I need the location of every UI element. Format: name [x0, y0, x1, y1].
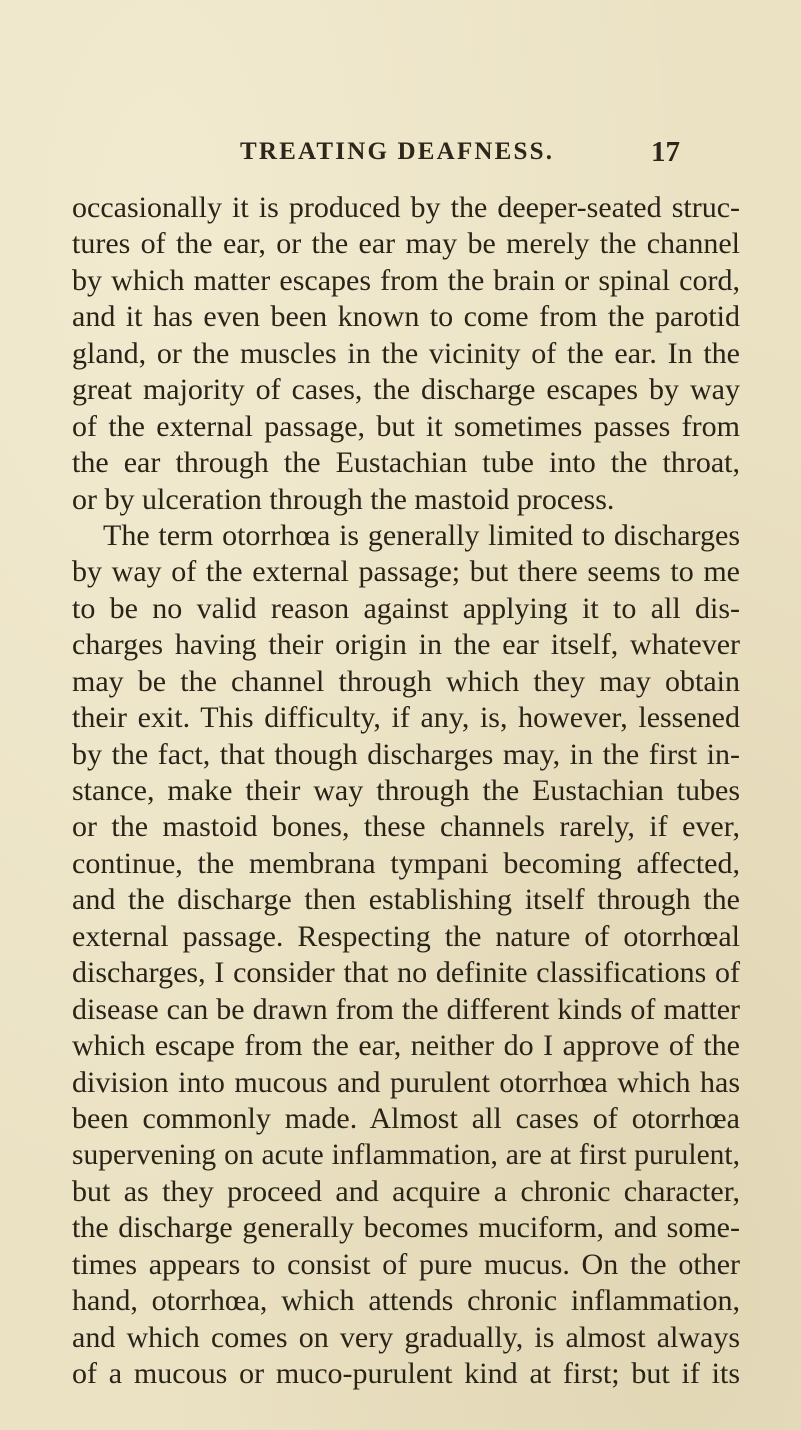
text-line: or the mastoid bones, these channels rarely, if ever,	[72, 810, 740, 844]
text-line: discharges, I consider that no definite classifications of	[72, 956, 740, 990]
text-line: which escape from the ear, neither do I approve of the	[72, 1029, 740, 1063]
text-line: to be no valid reason against applying it to all dis-	[72, 591, 740, 625]
text-line: by the fact, that though discharges may, in the first in-	[72, 737, 740, 771]
text-line: supervening on acute inflammation, are at first purulent,	[72, 1139, 740, 1172]
text-line: hand, otorrhœa, which attends chronic inflammation,	[72, 1284, 740, 1318]
text-line: continue, the membrana tympani becoming affected,	[72, 846, 740, 880]
running-head	[240, 138, 680, 178]
text-line: external passage. Respecting the nature of otorrhœal	[72, 919, 740, 953]
text-line: occasionally it is produced by the deeper-seated struc-	[72, 191, 740, 224]
text-line: their exit. This difficulty, if any, is, however, lessened	[72, 701, 740, 735]
text-line: and which comes on very gradually, is almost always	[72, 1320, 740, 1354]
text-line: stance, make their way through the Eustachian tubes	[72, 774, 740, 807]
text-line: by which matter escapes from the brain or spinal cord,	[72, 263, 740, 297]
text-line: tures of the ear, or the ear may be merely the channel	[72, 227, 740, 261]
text-line: disease can be drawn from the different kinds of matter	[72, 992, 740, 1026]
text-line: but as they proceed and acquire a chronic character,	[72, 1174, 740, 1208]
text-line: charges having their origin in the ear itself, whatever	[72, 628, 740, 662]
body-text	[72, 190, 740, 1392]
text-line: division into mucous and purulent otorrhœa which has	[72, 1065, 740, 1099]
text-line: gland, or the muscles in the vicinity of the ear. In the	[72, 336, 740, 370]
text-line: great majority of cases, the discharge escapes by way	[72, 373, 740, 407]
text-line: of the external passage, but it sometimes passes from	[72, 409, 740, 443]
text-line: been commonly made. Almost all cases of otorrhœa	[72, 1101, 740, 1135]
text-line: or by ulceration through the mastoid process.	[72, 482, 615, 516]
text-line: times appears to consist of pure mucus. On the other	[72, 1247, 740, 1281]
text-line: the ear through the Eustachian tube into the throat,	[72, 446, 740, 480]
page-number: 17	[651, 136, 680, 168]
running-head-title: TREATING DEAFNESS.	[240, 138, 555, 165]
text-line: The term otorrhœa is generally limited to discharges	[103, 518, 740, 552]
text-line: by way of the external passage; but there seems to me	[72, 555, 740, 589]
text-line: the discharge generally becomes muciform, and some-	[72, 1211, 740, 1245]
text-line: may be the channel through which they may obtain	[72, 664, 740, 698]
text-line: and the discharge then establishing itself through the	[72, 883, 740, 917]
text-line: of a mucous or muco-purulent kind at first; but if its	[72, 1357, 740, 1390]
text-line: and it has even been known to come from the parotid	[72, 300, 740, 334]
